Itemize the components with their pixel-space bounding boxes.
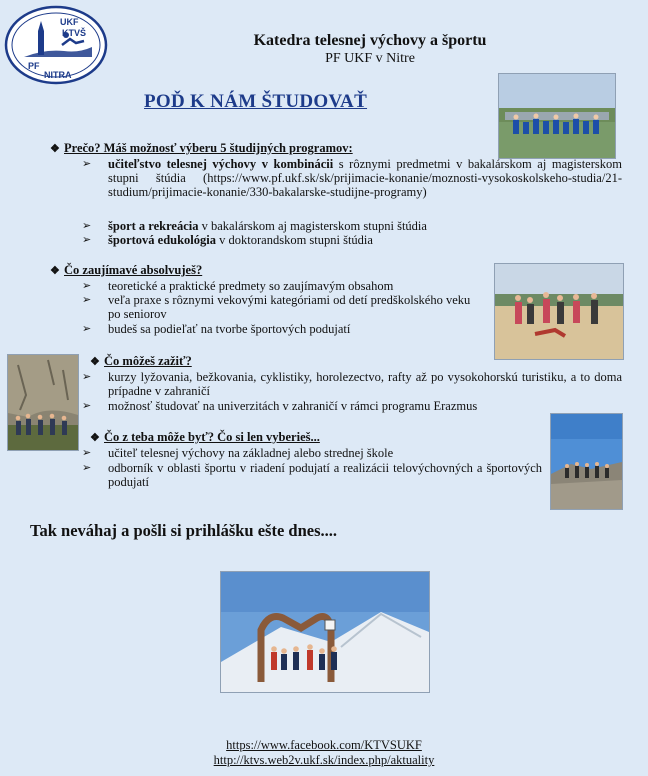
- program-name: šport a rekreácia: [108, 219, 199, 233]
- item-text: budeš sa podieľať na tvorbe športových podujatí: [108, 322, 351, 336]
- facebook-link[interactable]: https://www.facebook.com/KTVSUKF: [226, 738, 422, 752]
- section-career-heading: ❖ Čo z teba môže byť? Čo si len vyberieš...: [90, 430, 320, 444]
- program-name: učiteľstvo telesnej výchovy v kombinácii: [108, 157, 334, 171]
- program-desc: v bakalárskom aj magisterskom stupni štúdia: [198, 219, 427, 233]
- arrow-bullet-icon: ➢: [82, 323, 92, 335]
- logo-text-bottom: NITRA: [44, 70, 72, 80]
- photo-mountain-summit: [550, 413, 623, 510]
- arrow-bullet-icon: ➢: [82, 220, 92, 232]
- diamond-bullet-icon: ❖: [50, 143, 60, 155]
- program-desc: s rôznymi predmetmi v bakalárskom aj magisterskom stupni štúdia (https://www.pf.ukf.sk/sk/prijimacie-konanie/moznosti-vysokoskolskeho-studia/21-studium/prijimacie-konanie/330-bakalarske-studijne-programy): [108, 157, 622, 200]
- arrow-bullet-icon: ➢: [82, 400, 92, 412]
- section-interesting-heading: ❖ Čo zaujímavé absolvuješ?: [50, 263, 203, 277]
- item-text: učiteľ telesnej výchovy na základnej alebo strednej škole: [108, 446, 394, 460]
- photo-beach-group: [494, 263, 624, 360]
- arrow-bullet-icon: ➢: [82, 447, 92, 459]
- org-title: Katedra telesnej výchovy a športu: [253, 32, 487, 49]
- section-why-heading: ❖ Prečo? Máš možnosť výberu 5 študijných programov:: [50, 141, 353, 155]
- call-to-action: Tak neváhaj a pošli si prihlášku ešte dnes....: [30, 521, 338, 540]
- logo-text-left: PF: [28, 61, 40, 71]
- item-text: odborník v oblasti športu v riadení podujatí a realizácii telovýchovných a športových podujatí: [108, 461, 542, 490]
- website-link[interactable]: http://ktvs.web2v.ukf.sk/index.php/aktuality: [213, 753, 435, 767]
- photo-team-stadium: [498, 73, 616, 159]
- section-experience-heading: ❖ Čo môžeš zažiť?: [90, 354, 192, 368]
- arrow-bullet-icon: ➢: [82, 371, 92, 383]
- logo-text-top: UKF: [60, 17, 79, 27]
- item-text: kurzy lyžovania, bežkovania, cyklistiky, horolezectvo, rafty až po vysokohorskú turistiku, a to doma prípadne v zahraničí: [108, 370, 622, 399]
- arrow-bullet-icon: ➢: [82, 234, 92, 246]
- ktvs-logo: [4, 5, 108, 85]
- program-desc: v doktorandskom stupni štúdia: [216, 233, 373, 247]
- arrow-bullet-icon: ➢: [82, 158, 92, 170]
- logo-text-middle: KTVŠ: [62, 28, 87, 38]
- org-subtitle: PF UKF v Nitre: [325, 51, 415, 66]
- diamond-bullet-icon: ❖: [90, 356, 100, 368]
- diamond-bullet-icon: ❖: [90, 432, 100, 444]
- photo-ski-group: [220, 571, 430, 693]
- item-text: veľa praxe s rôznymi vekovými kategóriami od detí predškolského veku po seniorov: [108, 293, 471, 322]
- program-name: športová edukológia: [108, 233, 217, 247]
- arrow-bullet-icon: ➢: [82, 294, 92, 306]
- item-text: možnosť študovať na univerzitách v zahraničí v rámci programu Erazmus: [108, 399, 478, 413]
- arrow-bullet-icon: ➢: [82, 462, 92, 474]
- item-text: teoretické a praktické predmety so zaujímavým obsahom: [108, 279, 394, 293]
- diamond-bullet-icon: ❖: [50, 265, 60, 277]
- photo-climbing-rock: [7, 354, 79, 451]
- page-title: POĎ K NÁM ŠTUDOVAŤ: [144, 91, 368, 112]
- list-item: [82, 157, 622, 217]
- arrow-bullet-icon: ➢: [82, 280, 92, 292]
